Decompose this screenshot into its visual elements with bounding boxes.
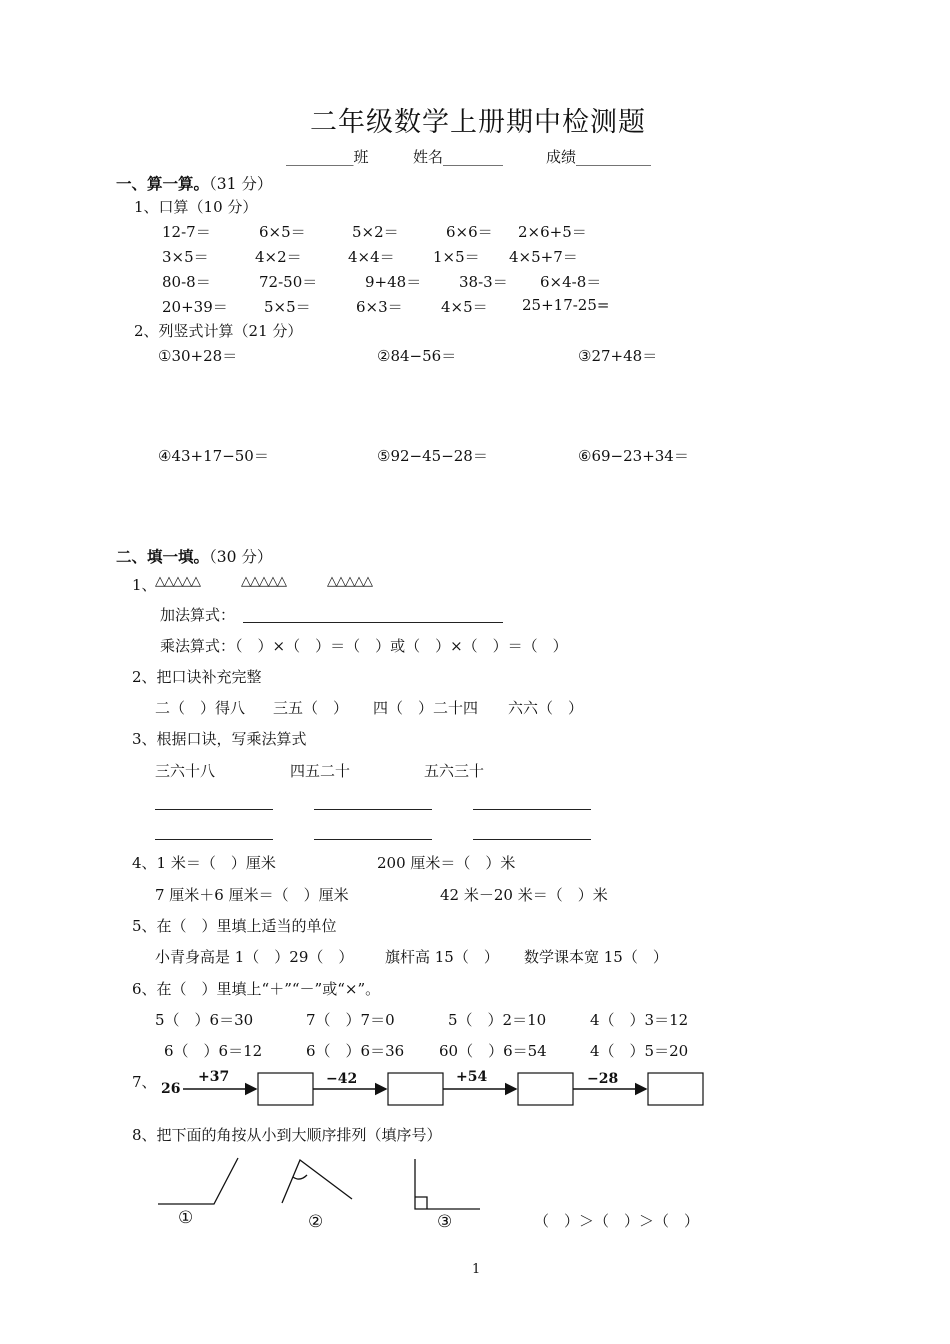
right-angle [415,1159,480,1209]
part2-score: （30 分） [209,548,273,566]
rhyme-source: 四五二十 [290,762,351,780]
p2q3-label: 3、根据口诀，写乘法算式 [132,730,307,748]
rhyme-item: 四（ ）二十四 [373,699,479,717]
vertical-calc-item: ⑤92−45−28＝ [377,447,488,465]
operator-item: 6（ ）6＝12 [164,1042,263,1060]
oral-item: 9+48＝ [365,273,422,291]
chain-operation: −42 [326,1071,358,1087]
right-angle-mark [415,1197,427,1209]
oral-item: 6×4-8＝ [540,273,602,291]
operator-item: 5（ ）2＝10 [448,1011,547,1029]
operator-item: 7（ ）7＝0 [306,1011,395,1029]
oral-item: 72-50＝ [259,273,318,291]
angle-arc [293,1175,307,1179]
p2q6-label: 6、在（ ）里填上“＋”“－”或“×”。 [132,980,381,998]
chain-start-number: 26 [161,1081,181,1097]
answer-box[interactable] [388,1073,443,1105]
triangle-group: △△△△△ [241,574,286,589]
multiplication-line: 乘法算式：（ ）×（ ）＝（ ）或（ ）×（ ）＝（ ） [160,637,568,655]
operator-item: 4（ ）5＝20 [590,1042,689,1060]
oral-item: 1×5＝ [433,248,480,266]
page-number: 1 [472,1262,481,1277]
angle-number: ① [178,1208,194,1228]
obtuse-angle [158,1158,238,1204]
unit-fill-item: 旗杆高 15（ ） [385,948,499,966]
part2-title: 二、填一填。 [116,547,210,566]
answer-box[interactable] [518,1073,573,1105]
angle-order-answer[interactable]: （ ）＞（ ）＞（ ） [534,1212,700,1230]
part1-title: 一、算一算。 [116,174,210,193]
answer-box[interactable] [258,1073,313,1105]
oral-item: 4×2＝ [255,248,302,266]
acute-angle [282,1160,352,1203]
triangle-group: △△△△△ [327,574,372,589]
oral-item: 25+17-25= [522,296,610,314]
rhyme-item: 六六（ ） [508,699,584,717]
rhyme-source: 三六十八 [155,762,216,780]
operator-item: 5（ ）6＝30 [155,1011,254,1029]
oral-item: 12-7＝ [162,223,211,241]
vertical-calc-item: ①30+28＝ [158,347,238,365]
oral-item: 20+39＝ [162,298,228,316]
q2-label: 2、列竖式计算（21 分） [134,322,303,340]
name-field[interactable]: 姓名________ [413,148,504,166]
rhyme-item: 三五（ ） [273,699,349,717]
oral-item: 3×5＝ [162,248,209,266]
unit-fill-item: 小青身高是 1（ ）29（ ） [155,948,354,966]
unit-fill-item: 数学课本宽 15（ ） [524,948,668,966]
oral-item: 6×3＝ [356,298,403,316]
unit-item: 4、1 米＝（ ）厘米 [132,854,276,872]
p2q5-label: 5、在（ ）里填上适当的单位 [132,917,337,935]
oral-item: 5×5＝ [264,298,311,316]
addition-label: 加法算式： [160,606,236,624]
oral-item: 4×5+7＝ [509,248,578,266]
p2q2-label: 2、把口诀补充完整 [132,668,262,686]
triangle-group: △△△△△ [155,574,200,589]
class-field[interactable]: _________班 [286,148,369,166]
vertical-calc-item: ②84−56＝ [377,347,457,365]
answer-box[interactable] [648,1073,703,1105]
p2q8-label: 8、把下面的角按从小到大顺序排列（填序号） [132,1126,442,1144]
angle-number: ③ [437,1212,453,1232]
operator-item: 4（ ）3＝12 [590,1011,689,1029]
p2q7-label: 7、 [132,1073,157,1091]
score-field[interactable]: 成绩__________ [546,148,652,166]
oral-item: 2×6+5＝ [518,223,587,241]
rhyme-item: 二（ ）得八 [155,699,246,717]
oral-item: 4×4＝ [348,248,395,266]
unit-item: 42 米－20 米＝（ ）米 [440,886,608,904]
oral-item: 4×5＝ [441,298,488,316]
oral-item: 6×5＝ [259,223,306,241]
angle-number: ② [308,1212,324,1232]
q8-angles [158,1158,480,1209]
vertical-calc-item: ③27+48＝ [578,347,658,365]
page-title: 二年级数学上册期中检测题 [310,107,646,138]
chain-operation: +54 [456,1069,488,1085]
unit-item: 7 厘米＋6 厘米＝（ ）厘米 [155,886,349,904]
operator-item: 6（ ）6＝36 [306,1042,405,1060]
oral-item: 5×2＝ [352,223,399,241]
unit-item: 200 厘米＝（ ）米 [377,854,516,872]
chain-operation: +37 [198,1069,230,1085]
p2q1-label: 1、 [132,576,157,594]
part1-score: （31 分） [209,175,273,193]
vertical-calc-item: ⑥69−23+34＝ [578,447,689,465]
oral-item: 80-8＝ [162,273,211,291]
q1-label: 1、口算（10 分） [134,198,258,216]
rhyme-source: 五六三十 [424,762,485,780]
oral-item: 38-3＝ [459,273,508,291]
oral-item: 6×6＝ [446,223,493,241]
chain-operation: −28 [587,1071,619,1087]
operator-item: 60（ ）6＝54 [439,1042,547,1060]
vertical-calc-item: ④43+17−50＝ [158,447,269,465]
